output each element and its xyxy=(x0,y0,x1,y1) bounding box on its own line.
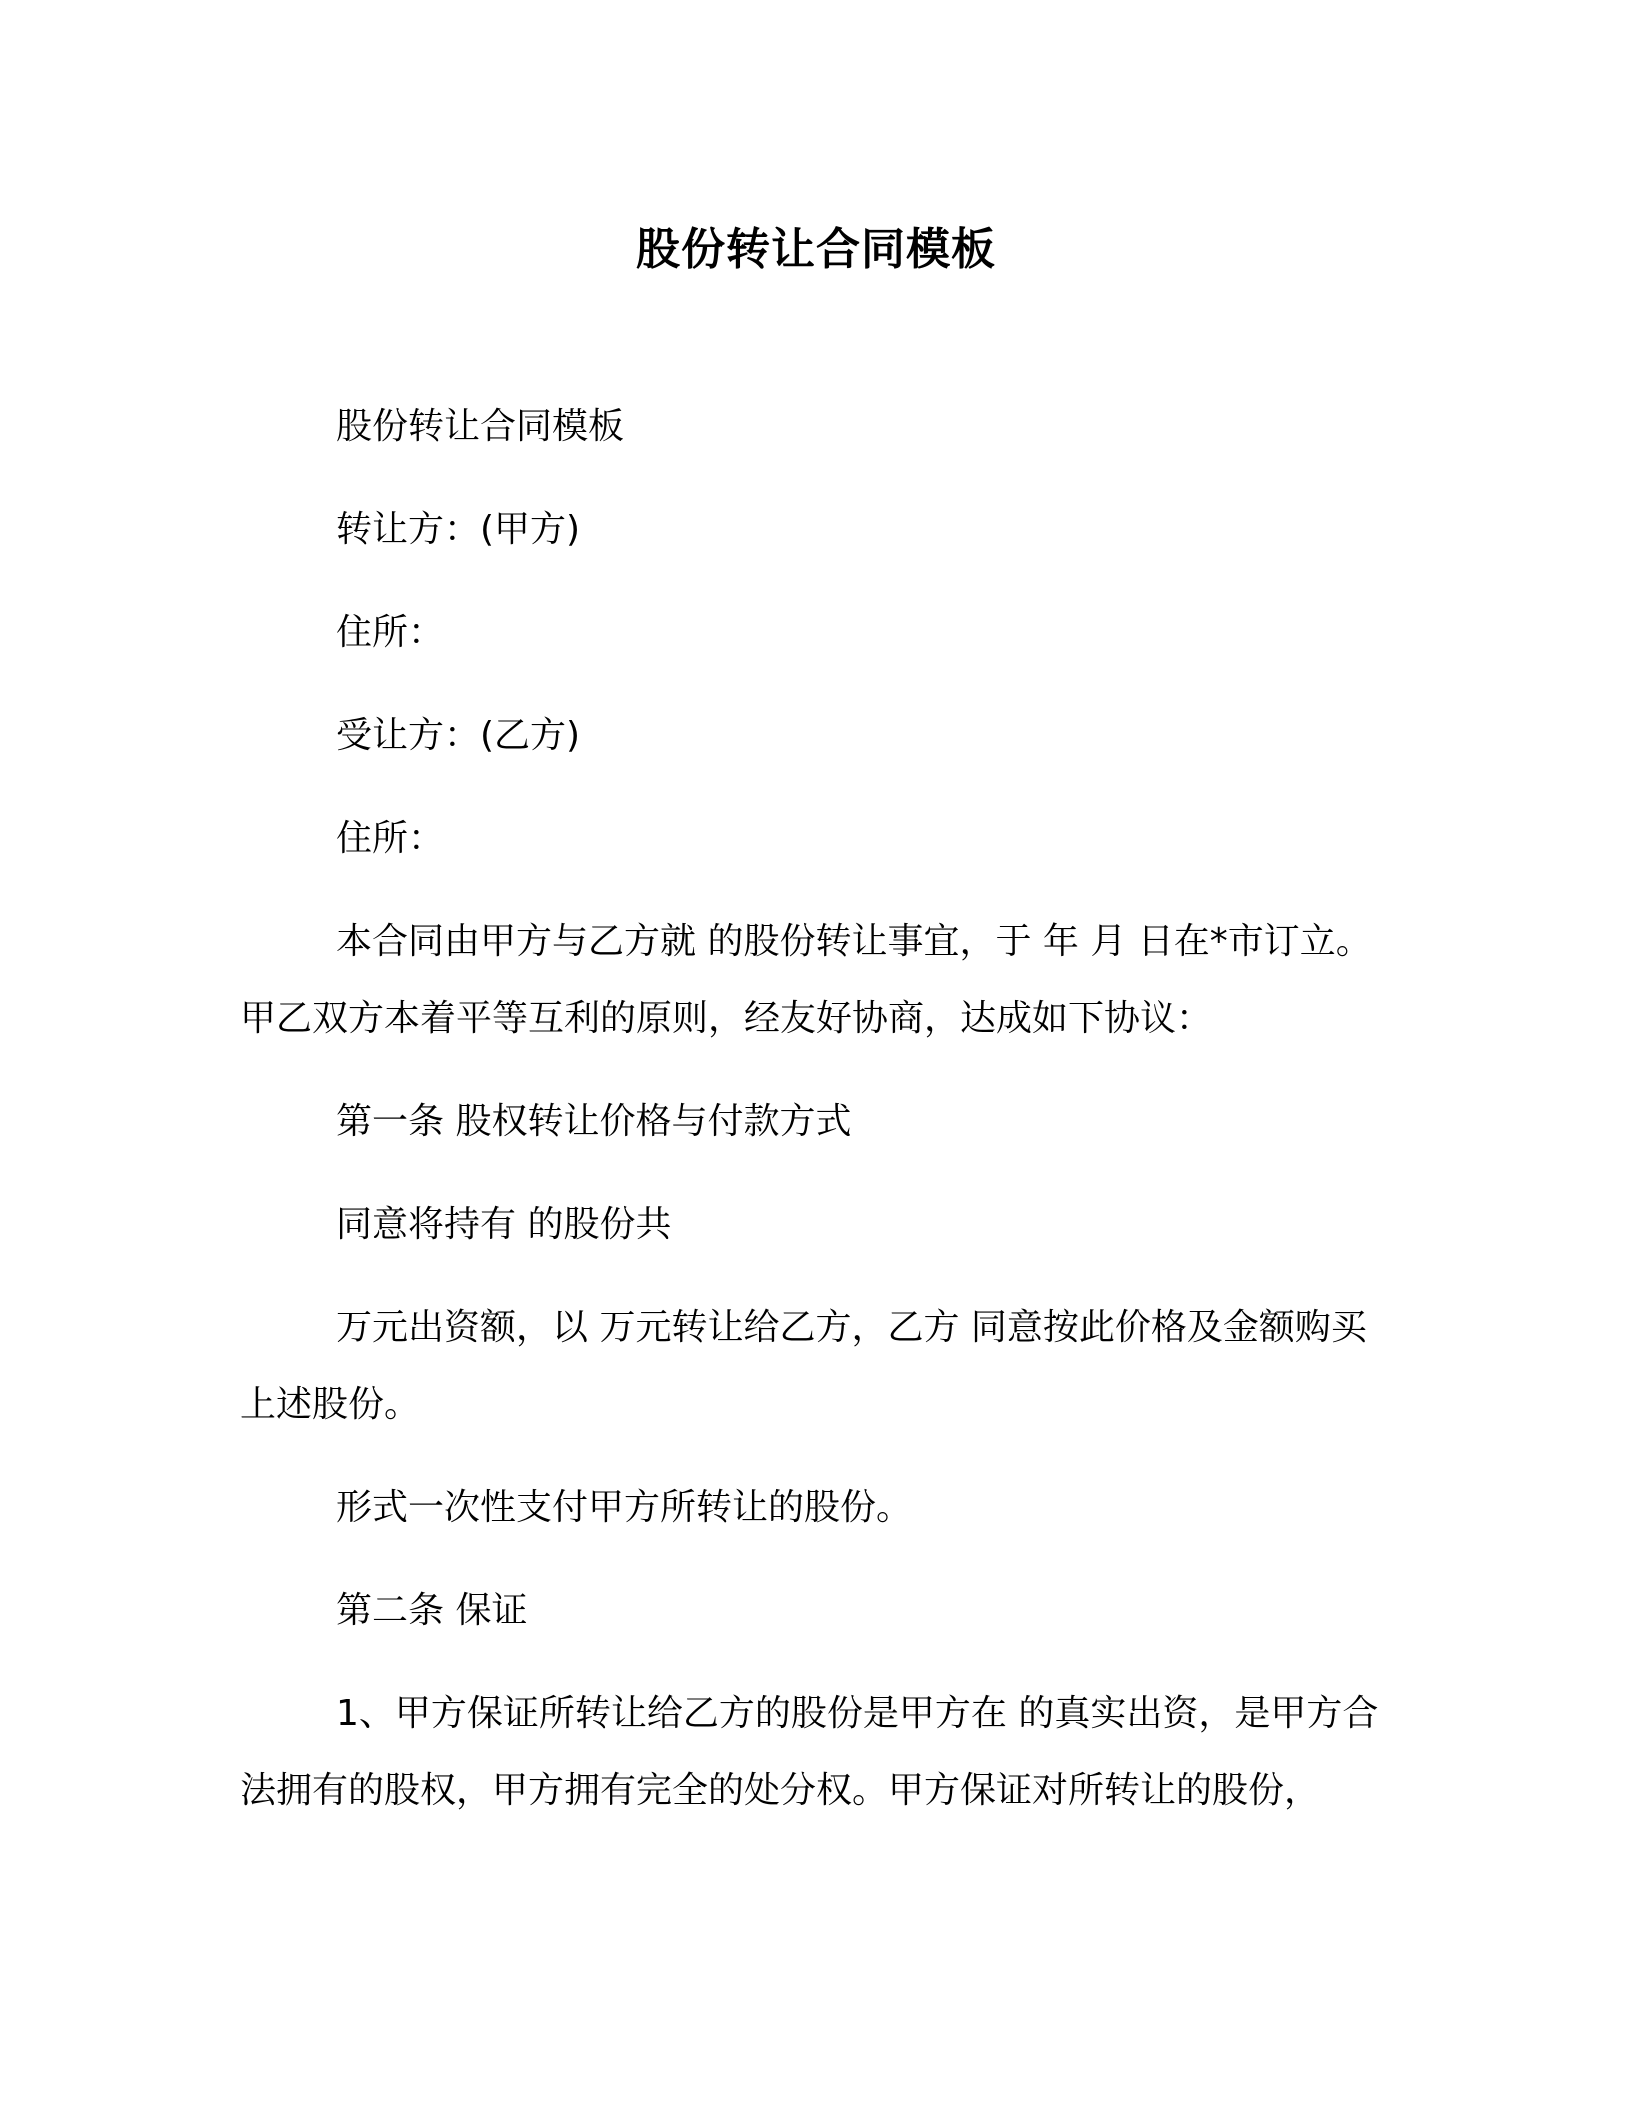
document-body xyxy=(240,388,1400,1855)
paragraph-heading: 股份转让合同模板 xyxy=(336,406,625,447)
paragraph-article-1-text-a: 同意将持有 的股份共 xyxy=(336,1204,672,1245)
paragraph-transferee-address: 住所： xyxy=(336,818,445,859)
paragraph-transferee: 受让方：(乙方) xyxy=(336,715,581,756)
paragraph-transferor-address: 住所： xyxy=(336,612,445,653)
paragraph-preamble: 本合同由甲方与乙方就 的股份转让事宜，于 年 月 日在*市订立。甲乙双方本着平等互利的原则，经友好协商，达成如下协议： xyxy=(240,921,1372,1039)
paragraph-article-1-text-c: 形式一次性支付甲方所转让的股份。 xyxy=(336,1487,913,1528)
paragraph-article-1-text-b: 万元出资额，以 万元转让给乙方，乙方 同意按此价格及金额购买上述股份。 xyxy=(240,1307,1367,1425)
paragraph-transferor: 转让方：(甲方) xyxy=(336,509,581,550)
paragraph-article-2-heading: 第二条 保证 xyxy=(336,1590,528,1631)
document-title: 股份转让合同模板 xyxy=(636,224,996,275)
paragraph-article-2-item-1: 1、甲方保证所转让给乙方的股份是甲方在 的真实出资，是甲方合法拥有的股权，甲方拥有完全的处分权。甲方保证对所转让的股份， xyxy=(240,1693,1379,1811)
paragraph-article-1-heading: 第一条 股权转让价格与付款方式 xyxy=(336,1101,852,1142)
